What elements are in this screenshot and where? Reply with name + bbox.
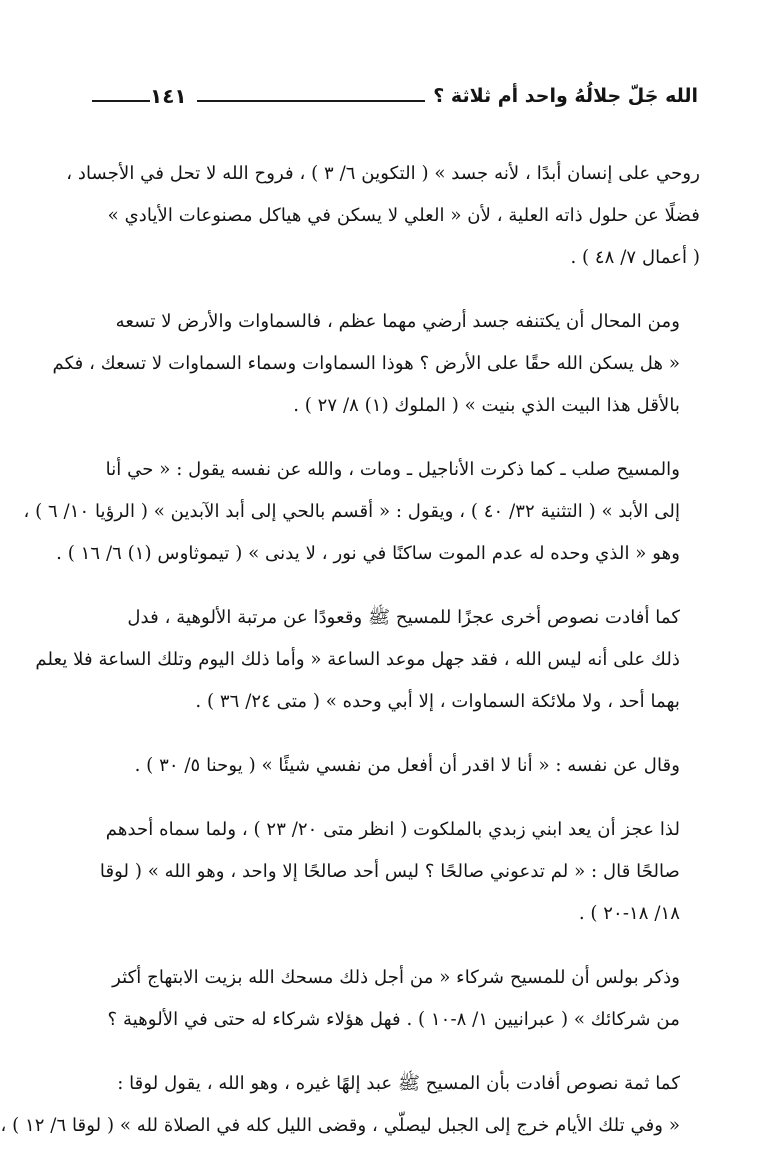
text-line: كما أفادت نصوص أخرى عجزًا للمسيح ﷺ وقعودًا عن مرتبة الألوهية ، فدل <box>127 607 680 628</box>
paragraph <box>66 153 700 279</box>
paragraph <box>0 1063 700 1147</box>
page-number: ١٤١ <box>150 84 187 108</box>
text-line: بهما أحد ، ولا ملائكة السماوات ، إلا أبي وحده » ( متى ٢٤/ ٣٦ ) . <box>195 691 680 712</box>
text-line: كما ثمة نصوص أفادت بأن المسيح ﷺ عبد إلهًا غيره ، وهو الله ، يقول لوقا : <box>117 1073 680 1094</box>
text-line: والمسيح صلب ـ كما ذكرت الأناجيل ـ ومات ، والله عن نفسه يقول : « حي أنا <box>105 459 680 480</box>
text-line: إلى الأبد » ( التثنية ٣٢/ ٤٠ ) ، ويقول : « أقسم بالحي إلى أبد الآبدين » ( الرؤيا ١٠/ ٦ ) ، <box>23 501 680 522</box>
text-line: وهو « الذي وحده له عدم الموت ساكنًا في نور ، لا يدنى » ( تيموثاوس (١) ٦/ ١٦ ) . <box>56 543 680 564</box>
header-rule <box>197 100 426 102</box>
paragraph <box>23 449 700 575</box>
text-line: ( أعمال ٧/ ٤٨ ) . <box>570 247 700 268</box>
text-line: وذكر بولس أن للمسيح شركاء « من أجل ذلك مسحك الله بزيت الابتهاج أكثر <box>112 967 680 988</box>
text-line: « وفي تلك الأيام خرج إلى الجبل ليصلّي ، وقضى الليل كله في الصلاة لله » ( لوقا ٦/ ١٢ ) ، <box>0 1115 680 1136</box>
page-body <box>0 153 700 1169</box>
text-line: صالحًا قال : « لم تدعوني صالحًا ؟ ليس أحد صالحًا إلا واحد ، وهو الله » ( لوقا <box>99 861 680 882</box>
text-line: بالأقل هذا البيت الذي بنيت » ( الملوك (١) ٨/ ٢٧ ) . <box>293 395 680 416</box>
header-rule-short <box>92 100 150 102</box>
text-line: ١٨/ ١٨-٢٠ ) . <box>578 903 680 924</box>
text-line: من شركائك » ( عبرانيين ١/ ٨-١٠ ) . فهل هؤلاء شركاء له حتى في الألوهية ؟ <box>107 1009 680 1030</box>
text-line: فضلًا عن حلول ذاته العلية ، لأن « العلي لا يسكن في هياكل مصنوعات الأيادي » <box>107 205 700 226</box>
text-line: لذا عجز أن يعد ابني زبدي بالملكوت ( انظر متى ٢٠/ ٢٣ ) ، ولما سماه أحدهم <box>105 819 680 840</box>
text-line: ومن المحال أن يكتنفه جسد أرضي مهما عظم ، فالسماوات والأرض لا تسعه <box>115 311 680 332</box>
paragraph <box>35 597 700 723</box>
paragraph <box>52 301 700 427</box>
page-header <box>84 76 698 116</box>
text-line: وقال عن نفسه : « أنا لا اقدر أن أفعل من نفسي شيئًا » ( يوحنا ٥/ ٣٠ ) . <box>134 755 680 776</box>
paragraph <box>84 809 700 935</box>
paragraph <box>84 957 700 1041</box>
paragraph <box>84 745 700 787</box>
text-line: ذلك على أنه ليس الله ، فقد جهل موعد الساعة « وأما ذلك اليوم وتلك الساعة فلا يعلم <box>35 649 680 670</box>
text-line: روحي على إنسان أبدًا ، لأنه جسد » ( التكوين ٦/ ٣ ) ، فروح الله لا تحل في الأجساد ، <box>66 163 700 184</box>
running-title: الله جَلّ جلالُهُ واحد أم ثلاثة ؟ <box>433 85 698 107</box>
text-line: « هل يسكن الله حقًا على الأرض ؟ هوذا السماوات وسماء السماوات لا تسعك ، فكم <box>52 353 680 374</box>
